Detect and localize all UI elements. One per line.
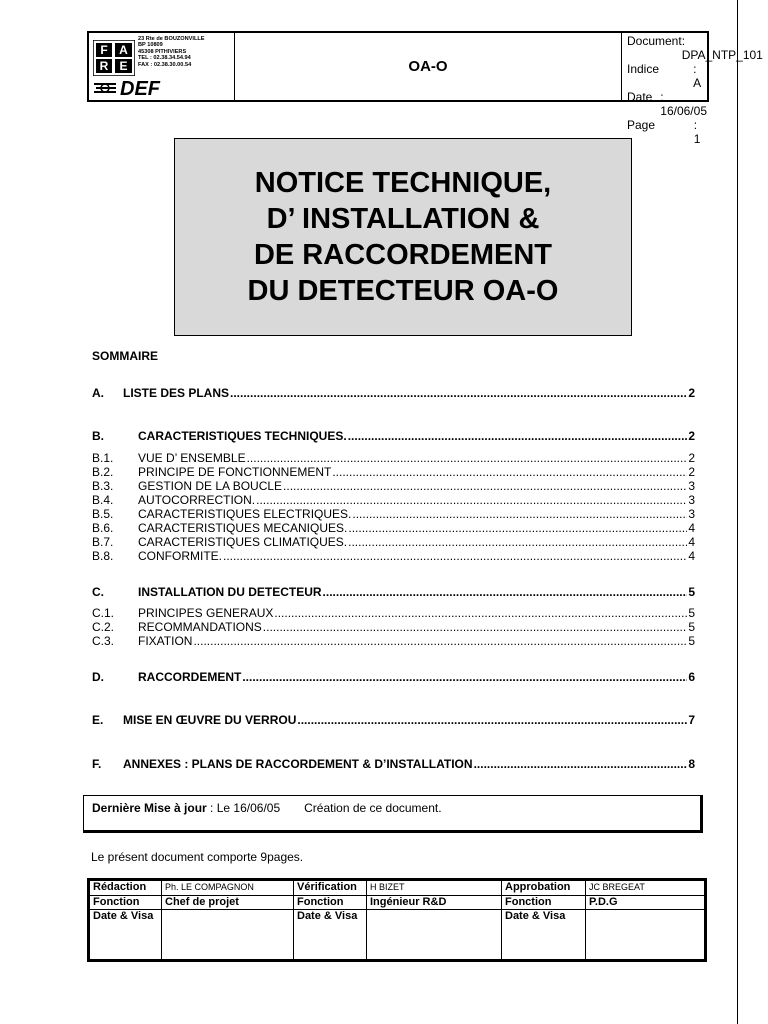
address-line: TEL : 02.38.34.54.94 [138,55,191,62]
toc-entry-label: INSTALLATION DU DETECTEUR [138,585,322,599]
toc-leader-dots [193,634,687,648]
toc-leader-dots [297,713,687,727]
toc-entry [92,429,695,443]
toc-entry-page: 3 [688,493,695,507]
fonction-redaction: Chef de projet [162,896,294,910]
toc-entry-number: A. [92,386,104,400]
toc-entry [92,386,695,400]
toc-leader-dots [348,521,687,535]
toc-entry-page: 6 [688,670,695,684]
meta-row [627,34,763,62]
address-line: FAX : 02.38.30.00.54 [138,61,192,68]
toc-entry-label: RECOMMANDATIONS [138,620,262,634]
toc-entry-page: 3 [688,507,695,521]
last-update-date: Le 16/06/05 [216,801,281,815]
document-header [87,31,763,146]
page-edge-line [737,0,738,1024]
last-update-box [83,795,703,833]
toc-leader-dots [283,479,687,493]
toc-entry-label: CARACTERISTIQUES MECANIQUES. [138,521,348,535]
toc-entry-page: 5 [688,620,695,634]
fonction-label: Fonction [90,896,162,910]
toc-entry [92,606,695,620]
toc-entry-number: B. [92,429,104,443]
fare-logo-r: R [99,59,109,73]
toc-entry [92,620,695,634]
toc-entry-page: 5 [688,585,695,599]
meta-key: Page [627,118,656,132]
toc-entry-page: 4 [688,535,695,549]
address-line: 45308 PITHIVIERS [138,48,187,55]
toc-entry-page: 7 [688,713,695,727]
title-line: D’ INSTALLATION & [266,203,540,235]
toc-entry [92,713,695,727]
toc-entry [92,451,695,465]
toc-entry-label: FIXATION [138,634,193,648]
toc-entry [92,493,695,507]
toc-entry-page: 4 [688,549,695,563]
fonction-label: Fonction [502,896,586,910]
toc-entry [92,634,695,648]
toc-entry [92,507,695,521]
verification-name: H BIZET [367,881,502,896]
toc-entry-number: E. [92,713,104,727]
toc-leader-dots [263,620,688,634]
fonction-verification: Ingénieur R&D [367,896,502,910]
toc-leader-dots [348,429,688,443]
toc-entry-label: CARACTERISTIQUES ELECTRIQUES. [138,507,352,521]
toc-entry-label: PRINCIPES GENERAUX [138,606,274,620]
fare-logo [93,40,135,76]
last-update-description: Création de ce document. [304,801,442,815]
toc-entry-page: 2 [688,451,695,465]
toc-entry-label: PRINCIPE DE FONCTIONNEMENT [138,465,332,479]
redaction-name: Ph. LE COMPAGNON [162,881,294,896]
date-visa-label: Date & Visa [294,910,367,960]
toc-leader-dots [332,465,687,479]
fonction-approbation: P.D.G [586,896,705,910]
date-visa-label: Date & Visa [90,910,162,960]
title-line: DU DETECTEUR OA-O [247,275,559,307]
toc-leader-dots [247,451,688,465]
toc-entry [92,521,695,535]
meta-value: : 16/06/05 [660,90,707,118]
fare-logo-a: A [119,43,128,57]
page-count-note: Le présent document comporte 9pages. [91,850,304,864]
toc-entry-label: CARACTERISTIQUES CLIMATIQUES. [138,535,348,549]
meta-key: Date [627,90,653,104]
approbation-name: JC BREGEAT [586,881,705,896]
toc-entry-page: 5 [688,634,695,648]
toc-entry-number: D. [92,670,104,684]
toc-entry-label: GESTION DE LA BOUCLE [138,479,283,493]
meta-row [627,62,707,90]
company-block [89,33,235,100]
toc-leader-dots [256,493,687,507]
toc-entry-number: B.7. [92,535,114,549]
toc-entry-number: C.1. [92,606,115,620]
title-line: NOTICE TECHNIQUE, [254,167,552,199]
toc-entry-label: RACCORDEMENT [138,670,242,684]
date-visa-label: Date & Visa [502,910,586,960]
product-name: OA-O [235,33,622,100]
toc-entry-page: 2 [688,429,695,443]
toc-leader-dots [348,535,687,549]
toc-entry-label: MISE EN ŒUVRE DU VERROU [123,713,297,727]
toc-entry [92,535,695,549]
document-title-box [174,138,632,336]
toc-entry-label: VUE D’ ENSEMBLE [138,451,246,465]
toc-entry-number: B.4. [92,493,114,507]
toc-entry-number: B.1. [92,451,114,465]
signature-table [87,878,707,962]
toc-entry-number: C.3. [92,634,115,648]
date-visa-approbation [586,910,705,960]
meta-key: Indice [627,62,660,76]
toc-entry-page: 8 [688,757,695,771]
approbation-label: Approbation [502,881,586,896]
toc-entry-page: 5 [688,606,695,620]
toc-entry [92,465,695,479]
toc-entry-number: C.2. [92,620,115,634]
toc-entry-number: B.2. [92,465,114,479]
redaction-label: Rédaction [90,881,162,896]
date-visa-redaction [162,910,294,960]
address-line: 23 Rte de BOUZONVILLE [138,36,205,42]
meta-row [627,90,707,118]
verification-label: Vérification [294,881,367,896]
toc-entry-label: LISTE DES PLANS [123,386,230,400]
toc-entry-number: B.3. [92,479,114,493]
document-meta [622,33,763,146]
toc-entry-label: CARACTERISTIQUES TECHNIQUES. [138,429,347,443]
toc-entry-label: ANNEXES : PLANS DE RACCORDEMENT & D’INSTALLATION [123,757,473,771]
meta-value: : A [693,62,702,90]
address-line: BP 10809 [138,42,163,49]
toc-entry-page: 4 [688,521,695,535]
toc-leader-dots [242,670,687,684]
toc-entry-number: F. [92,757,102,771]
toc-entry-number: C. [92,585,104,599]
meta-row [627,118,707,146]
toc-entry-page: 2 [688,386,695,400]
toc-leader-dots [223,549,687,563]
toc-entry-page: 2 [688,465,695,479]
meta-value: : DPA_NTP_101 [681,34,763,62]
toc-entry [92,549,695,563]
toc-entry [92,670,695,684]
fare-logo-e: E [119,59,128,73]
toc-entry [92,479,695,493]
date-visa-verification [367,910,502,960]
toc-entry-page: 3 [688,479,695,493]
fonction-label: Fonction [294,896,367,910]
meta-value: : 1 [693,118,701,146]
toc-leader-dots [474,757,688,771]
toc-entry-label: AUTOCORRECTION. [138,493,256,507]
toc-entry-number: B.8. [92,549,114,563]
last-update-sep: : [206,801,217,815]
def-logo-text: DEF [120,79,160,97]
fare-logo-f: F [100,43,108,57]
meta-key: Document [627,34,682,48]
toc-leader-dots [323,585,688,599]
toc-entry-number: B.6. [92,521,114,535]
def-logo [94,79,206,97]
summary-heading: SOMMAIRE [92,349,158,363]
toc-leader-dots [274,606,687,620]
toc-entry-number: B.5. [92,507,114,521]
toc-leader-dots [230,386,687,400]
toc-leader-dots [352,507,687,521]
toc-entry [92,585,695,599]
last-update-label: Dernière Mise à jour [92,801,207,815]
title-line: DE RACCORDEMENT [253,239,553,271]
company-address [138,36,205,68]
toc-entry [92,757,695,771]
toc-entry-label: CONFORMITE. [138,549,222,563]
